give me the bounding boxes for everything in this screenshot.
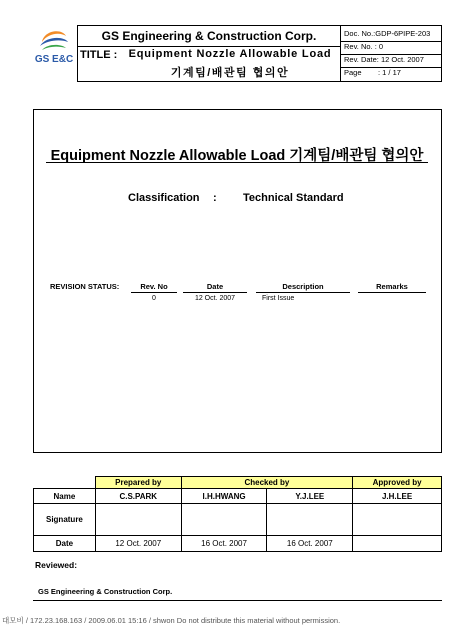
name-approved: J.H.LEE: [353, 489, 442, 504]
approved-by-header: Approved by: [353, 477, 442, 489]
title-underline: [46, 162, 428, 163]
revision-col-underline: [183, 292, 247, 293]
rev-date: Rev. Date: 12 Oct. 2007: [344, 55, 424, 64]
approval-signature-row: [34, 504, 442, 536]
doc-number: Doc. No.:GDP-6PIPE-203: [344, 29, 431, 38]
footer-company-name: GS Engineering & Construction Corp.: [38, 587, 173, 596]
header-title-label: TITLE :: [80, 49, 118, 61]
revision-row-description: First Issue: [262, 295, 295, 302]
distribution-watermark: 대모비 / 172.23.168.163 / 2009.06.01 15:16 / shwon Do not distribute this material without permission.: [2, 616, 341, 625]
revision-col-underline: [256, 292, 350, 293]
name-label: Name: [34, 489, 96, 504]
signature-checked-2: [267, 504, 353, 536]
signature-label: Signature: [34, 504, 96, 536]
revision-status-label: REVISION STATUS:: [50, 282, 120, 291]
signature-approved: [353, 504, 442, 536]
signature-prepared: [95, 504, 181, 536]
date-label: Date: [34, 536, 96, 552]
approval-date-row: [34, 536, 442, 552]
revision-col-underline: [358, 292, 426, 293]
approval-header-row: [34, 477, 442, 489]
date-approved: [353, 536, 442, 552]
date-checked-1: 16 Oct. 2007: [181, 536, 267, 552]
prepared-by-header: Prepared by: [95, 477, 181, 489]
header-title-english: Equipment Nozzle Allowable Load: [128, 48, 332, 60]
name-prepared: C.S.PARK: [95, 489, 181, 504]
revision-col-date: Date: [206, 282, 224, 291]
approval-table: [33, 476, 442, 552]
date-checked-2: 16 Oct. 2007: [267, 536, 353, 552]
rev-number: Rev. No. : 0: [344, 42, 384, 51]
page-label: Page: [344, 68, 362, 77]
classification-label: Classification: [128, 192, 200, 204]
approval-name-row: [34, 489, 442, 504]
classification-value: Technical Standard: [243, 192, 344, 204]
document-title: Equipment Nozzle Allowable Load 기계팀/배관팀 협의안: [50, 148, 424, 164]
header-company-name: GS Engineering & Construction Corp.: [77, 25, 341, 46]
logo-text: GS E&C: [34, 54, 74, 65]
page-value: : 1 / 17: [378, 68, 401, 77]
header-title-korean: 기계팀/배관팀 협의안: [170, 67, 290, 79]
revision-col-remarks: Remarks: [376, 282, 408, 291]
reviewed-label: Reviewed:: [35, 560, 78, 570]
checked-by-header: Checked by: [181, 477, 353, 489]
signature-checked-1: [181, 504, 267, 536]
header-document-meta: [340, 25, 442, 82]
revision-row-date: 12 Oct. 2007: [194, 295, 236, 302]
name-checked-2: Y.J.LEE: [267, 489, 353, 504]
footer-divider: [33, 600, 442, 601]
revision-col-underline: [131, 292, 177, 293]
classification-colon: :: [213, 192, 217, 204]
revision-col-rev-no: Rev. No: [140, 282, 168, 291]
revision-row-rev-no: 0: [152, 295, 156, 302]
date-prepared: 12 Oct. 2007: [95, 536, 181, 552]
revision-col-description: Description: [282, 282, 324, 291]
name-checked-1: I.H.HWANG: [181, 489, 267, 504]
approval-corner-cell: [34, 477, 96, 489]
